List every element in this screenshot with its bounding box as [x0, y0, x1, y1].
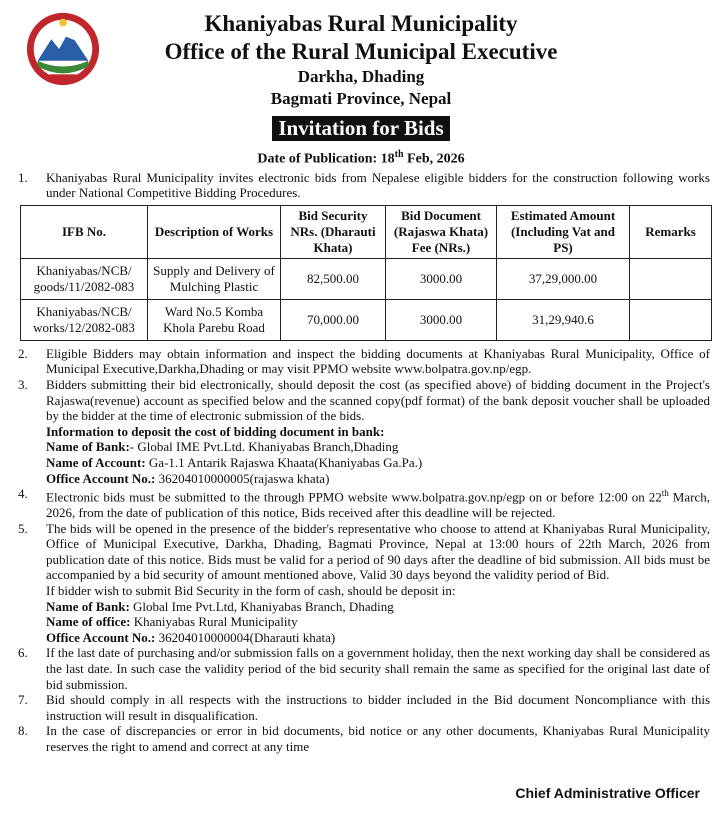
item-number: 3.: [18, 377, 28, 393]
table-header-row: [21, 205, 712, 258]
item-number: 6.: [18, 645, 28, 661]
table-cell: 3000.00: [386, 258, 497, 299]
cash-office: Name of office: Khaniyabas Rural Municipality: [46, 614, 298, 630]
list-item: [12, 645, 710, 692]
table-cell: [630, 258, 712, 299]
list-item: [12, 346, 710, 377]
table-row: [21, 299, 712, 340]
column-header: IFB No.: [21, 205, 148, 258]
cash-intro: If bidder wish to submit Bid Security in the form of cash, should be deposit in:: [46, 583, 456, 599]
table-cell: Khaniyabas/NCB/ works/12/2082-083: [21, 299, 148, 340]
item-text: If the last date of purchasing and/or submission falls on a government holiday, then the next working day shall be considered as the last date. In such case the validity period of the bid security shall remain the same as specified for the original last date of bid submission.: [46, 645, 710, 692]
list-item: [12, 723, 710, 754]
table-row: [21, 258, 712, 299]
municipality-emblem-icon: [24, 10, 102, 88]
office-location: Darkha, Dhading: [297, 67, 425, 86]
bids-table: [20, 205, 712, 341]
table-cell: Khaniyabas/NCB/ goods/11/2082-083: [21, 258, 148, 299]
item-text: Khaniyabas Rural Municipality invites electronic bids from Nepalese eligible bidders for the construction following works under National Competitive Bidding Procedures.: [46, 169, 710, 201]
cash-account-number: Office Account No.: 36204010000004(Dharauti khata): [46, 629, 336, 645]
column-header: Description of Works: [148, 205, 281, 258]
item-text: In the case of discrepancies or error in bid documents, bid notice or any other documents, Khaniyabas Rural Municipality reserves the right to amend and correct at any time: [46, 723, 710, 755]
municipality-name: Khaniyabas Rural Municipality: [204, 11, 518, 36]
item-number: 7.: [18, 692, 28, 708]
list-item: [12, 692, 710, 723]
item-number: 4.: [18, 486, 28, 502]
list-item: [12, 521, 710, 583]
list-item: [12, 486, 710, 521]
notice-title: Invitation for Bids: [272, 116, 449, 141]
column-header: Estimated Amount (Including Vat and PS): [497, 205, 630, 258]
column-header: Bid Document (Rajaswa Khata) Fee (NRs.): [386, 205, 497, 258]
list-item: [12, 377, 710, 424]
item-number: 1.: [18, 169, 28, 185]
office-name: Office of the Rural Municipal Executive: [164, 39, 558, 64]
item-text: Eligible Bidders may obtain information and inspect the bidding documents at Khaniyabas Rural Municipality, Office of Municipal Executive,Darkha,Dhading or may visit PPMO website www.bolpatra.gov.np/egp.: [46, 345, 710, 377]
signature-title: Chief Administrative Officer: [515, 785, 700, 801]
province-country: Bagmati Province, Nepal: [270, 89, 452, 108]
item-text: Bidders submitting their bid electronically, should deposit the cost (as specified above) of bidding document in the Project's Rajaswa(revenue) account as specified below and the scanned copy(pdf format) of the bank deposit voucher shall be uploaded by the bidder at the time of electronic submission of the bids.: [46, 377, 710, 424]
deposit-bank: Name of Bank:- Global IME Pvt.Ltd. Khaniyabas Branch,Dhading: [46, 439, 399, 455]
column-header: Bid Security NRs. (Dharauti Khata): [281, 205, 386, 258]
publication-date: Date of Publication: 18th Feb, 2026: [257, 149, 465, 167]
table-cell: Ward No.5 Komba Khola Parebu Road: [148, 299, 281, 340]
deposit-account-number: Office Account No.: 36204010000005(rajaswa khata): [46, 470, 330, 486]
table-cell: [630, 299, 712, 340]
table-cell: 70,000.00: [281, 299, 386, 340]
item-number: 8.: [18, 723, 28, 739]
item-number: 5.: [18, 520, 28, 536]
deposit-info-title: Information to deposit the cost of bidding document in bank:: [46, 423, 385, 439]
table-cell: 3000.00: [386, 299, 497, 340]
list-item: [12, 170, 710, 201]
deposit-account-name: Name of Account: Ga-1.1 Antarik Rajaswa Khaata(Khaniyabas Ga.Pa.): [46, 455, 423, 470]
item-text: Bid should comply in all respects with the instructions to bidder included in the Bid document Noncompliance with this instruction will result in disqualification.: [46, 692, 710, 723]
column-header: Remarks: [630, 205, 712, 258]
table-cell: 82,500.00: [281, 258, 386, 299]
item-number: 2.: [18, 345, 28, 361]
item-text: The bids will be opened in the presence of the bidder's representative who choose to attend at Khaniyabas Rural Municipality, Office of Municipal Executive, Darkha, Dhading, Bagmati Province, Nepal at 13:00 hours of 22th March, 2026 from publication date of this notice. Bids must be valid for a period of 90 days after the deadline of bid submission. All bids must be accompanied by a bid security of amount mentioned above, Valid 30 days beyond the validity period of Bid.: [46, 520, 710, 583]
item-text: Electronic bids must be submitted to the through PPMO website www.bolpatra.gov.np/egp on or before 12:00 on 22th March, 2026, from the date of publication of this notice, Bids received after this deadline will be rejected.: [46, 488, 710, 521]
table-cell: Supply and Delivery of Mulching Plastic: [148, 258, 281, 299]
table-cell: 37,29,000.00: [497, 258, 630, 299]
table-cell: 31,29,940.6: [497, 299, 630, 340]
cash-bank: Name of Bank: Global Ime Pvt.Ltd, Khaniyabas Branch, Dhading: [46, 598, 394, 614]
